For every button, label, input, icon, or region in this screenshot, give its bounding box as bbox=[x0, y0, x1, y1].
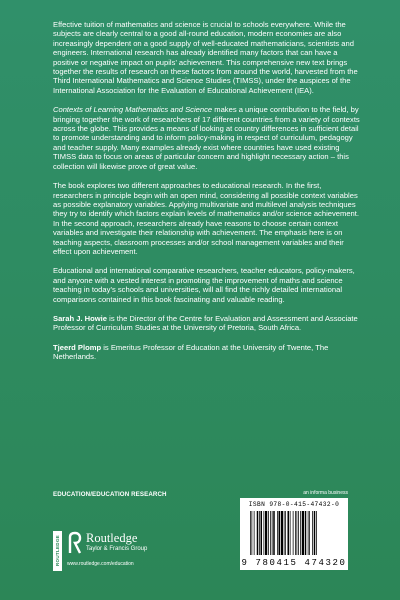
barcode-panel bbox=[240, 498, 348, 570]
blurb-paragraph-1: Effective tuition of mathematics and science is crucial to schools everywhere. While the subjects are clearly central to a good all-round education, modern economies are also increasingly dependent on a good supply of well-educated mathematicians, scientists and engineers. International research has already identified many factors that can have a positive or negative impact on pupils’ achievement. This comprehensive new text brings together the results of research on these factors from around the world, harvested from the Third International Mathematics and Science Studies (TIMSS), under the auspices of the International Association for the Evaluation of Educational Achievement (IEA). bbox=[53, 20, 358, 95]
blurb-paragraph-2 bbox=[53, 105, 361, 171]
spine-label: ROUTLEDGE bbox=[53, 531, 62, 571]
barcode-digits: 9 780415 474320 bbox=[241, 558, 347, 568]
author-bio-2 bbox=[53, 343, 361, 362]
author-bio-text-1: is the Director of the Centre for Evaluation and Assessment and Associate Professor of Curriculum Studies at the University of Pretoria, South Africa. bbox=[53, 313, 358, 333]
publisher-name: Routledge bbox=[86, 531, 138, 545]
blurb-paragraph-2-text: makes a unique contribution to the field, by bringing together the work of researchers of 17 different countries from a variety of contexts across the globe. This provides a means of looking at country differences in sufficient detail to promote understanding and to inform policy-making in respect of curriculum, pedagogy and teacher supply. Many examples already exist where countries have used existing TIMSS data to focus on areas of particular concern and highlight necessary action – this collection will likewise prove of great value. bbox=[53, 105, 360, 171]
isbn-label: ISBN 978-0-415-47432-0 bbox=[248, 501, 340, 508]
routledge-logo-icon bbox=[67, 531, 83, 555]
imprint-text: an informa business bbox=[303, 490, 348, 496]
subject-category: EDUCATION/EDUCATION RESEARCH bbox=[53, 491, 167, 498]
barcode-icon bbox=[248, 511, 340, 555]
blurb bbox=[53, 20, 361, 372]
barcode-area bbox=[240, 490, 348, 572]
book-title-italic: Contexts of Learning Mathematics and Science bbox=[53, 105, 213, 115]
author-name-2: Tjeerd Plomp bbox=[53, 342, 102, 352]
blurb-paragraph-4: Educational and international comparative researchers, teacher educators, policy-makers, and anyone with a vested interest in promoting the improvement of maths and science teaching in today’s schools and universities, will all find the richly detailed international comparisons contained in this book fascinating and valuable reading. bbox=[53, 266, 355, 304]
author-name-1: Sarah J. Howie bbox=[53, 313, 108, 323]
publisher-block bbox=[53, 527, 213, 577]
author-bio-text-2: is Emeritus Professor of Education at the University of Twente, The Netherlands. bbox=[53, 342, 329, 362]
publisher-group: Taylor & Francis Group bbox=[86, 546, 148, 552]
publisher-url[interactable]: www.routledge.com/education bbox=[67, 561, 134, 567]
author-bio-1 bbox=[53, 314, 361, 333]
blurb-paragraph-3: The book explores two different approaches to educational research. In the first, researchers in principle begin with an open mind, considering all possible context variables as possible explanatory variables. Applying multivariate and multilevel analysis techniques they try to identify which factors explain levels of mathematics and/or science achievement. In the second approach, researchers already have reasons to choose certain context variables and investigate their relationship with achievement. The emphasis here is on teaching aspects, classroom processes and/or school management variables and their effect upon achievement. bbox=[53, 181, 360, 256]
